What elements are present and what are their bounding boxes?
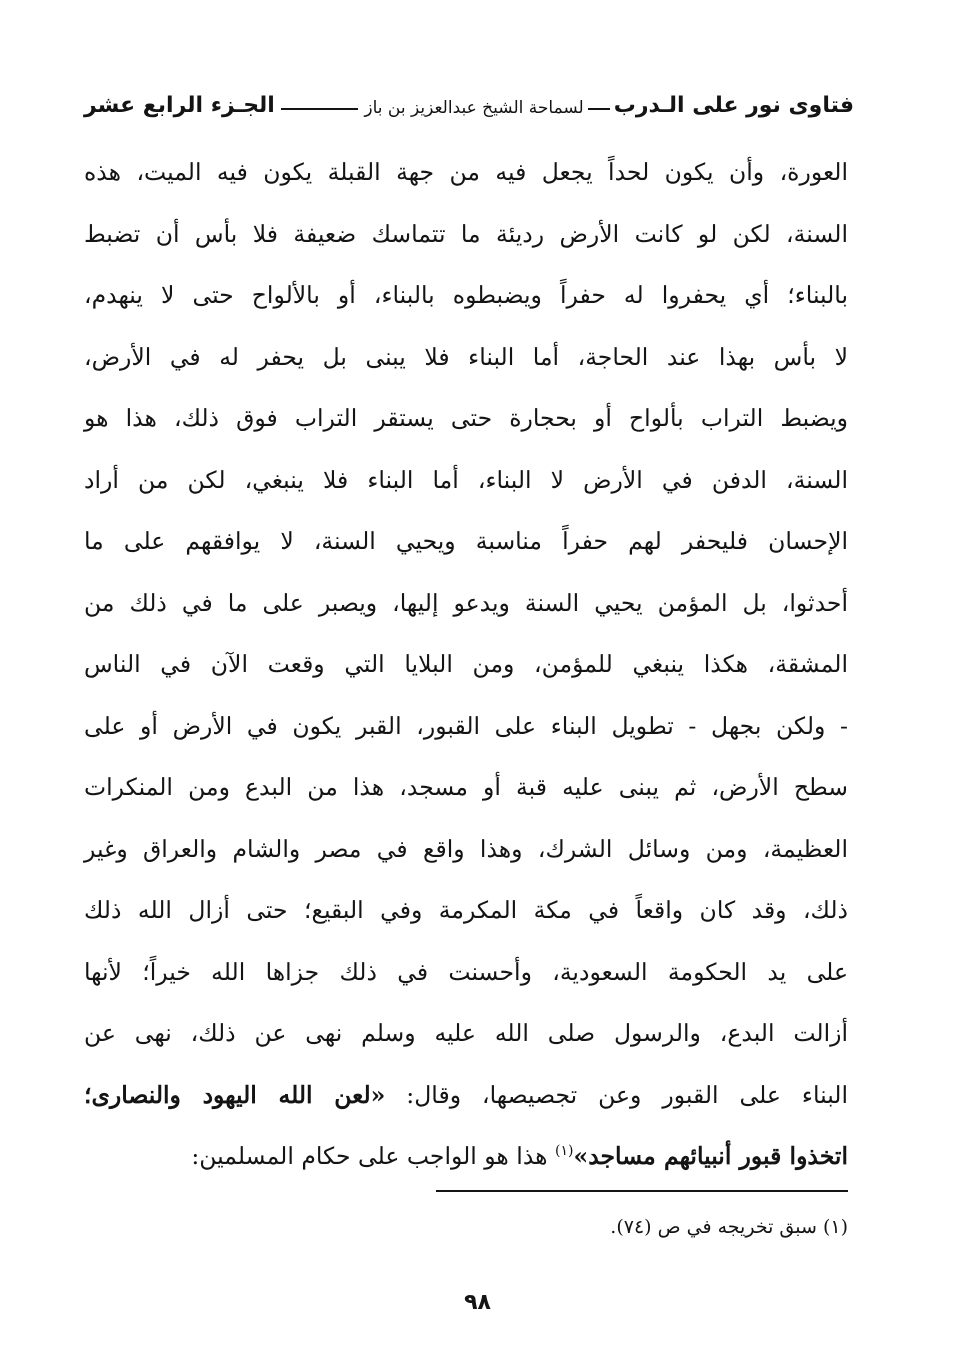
text-line: ذلك، وقد كان واقعاً في مكة المكرمة وفي البقيع؛ حتى أزال الله ذلك [84, 896, 848, 924]
text-line: العظيمة، ومن وسائل الشرك، وهذا واقع في مصر والشام والعراق وغير [84, 834, 848, 863]
text-line: لا بأس بهذا عند الحاجة، أما البناء فلا يبنى بل يحفر له في الأرض، [84, 342, 848, 371]
header-dash [588, 108, 610, 110]
hadith-quote-end: اتخذوا قبور أنبيائهم مساجد» [573, 1142, 848, 1170]
text-line: المشقة، هكذا ينبغي للمؤمن، ومن البلايا التي وقعت الآن في الناس [84, 650, 848, 678]
text-line: أحدثوا، بل المؤمن يحيي السنة ويدعو إليها، ويصبر على ما في ذلك من [84, 588, 848, 617]
text-line: ويضبط التراب بألواح أو بحجارة حتى يستقر التراب فوق ذلك، هذا هو [84, 404, 848, 432]
text-line-plain: هذا هو الواجب على حكام المسلمين: [191, 1142, 556, 1170]
text-line: السنة، لكن لو كانت الأرض رديئة ما تتماسك ضعيفة فلا بأس أن تضبط [84, 219, 848, 248]
footnote: (١) سبق تخريجه في ص (٧٤). [610, 1216, 848, 1238]
text-line [84, 1126, 848, 1188]
part-title: الجـزء الرابع عشر [84, 93, 275, 118]
main-text [84, 142, 848, 1188]
text-line: السنة، الدفن في الأرض لا البناء، أما البناء فلا ينبغي، لكن من أراد [84, 465, 848, 494]
text-line-plain: البناء على القبور وعن تجصيصها، وقال: [385, 1080, 848, 1109]
text-line: الإحسان فليحفر لهم حفراً مناسبة ويحيي السنة، لا يوافقهم على ما [84, 527, 848, 555]
hadith-quote-start: «لعن الله اليهود والنصارى؛ [84, 1080, 386, 1109]
author-name: لسماحة الشيخ عبدالعزيز بن باز [364, 98, 584, 118]
text-line: أزالت البدع، والرسول صلى الله عليه وسلم نهى عن ذلك، نهى عن [84, 1019, 848, 1047]
footnote-reference: (١) [555, 1143, 574, 1160]
header-rule [281, 108, 359, 110]
page-number: ٩٨ [464, 1290, 491, 1315]
text-line: سطح الأرض، ثم يبنى عليه قبة أو مسجد، هذا من البدع ومن المنكرات [84, 773, 848, 801]
footnote-separator [436, 1190, 848, 1192]
text-line: - ولكن بجهل - تطويل البناء على القبور، القبر يكون في الأرض أو على [84, 711, 848, 740]
text-line: بالبناء؛ أي يحفروا له حفراً ويضبطوه بالبناء، أو بالألواح حتى لا ينهدم، [84, 281, 848, 309]
text-line: على يد الحكومة السعودية، وأحسنت في ذلك جزاها الله خيراً؛ لأنها [84, 957, 848, 986]
book-title: فتاوى نور على الـدرب [613, 93, 854, 118]
running-header [84, 82, 854, 118]
text-line: العورة، وأن يكون لحداً يجعل فيه من جهة القبلة يكون فيه الميت، هذه [84, 158, 848, 186]
text-line [84, 1065, 848, 1127]
